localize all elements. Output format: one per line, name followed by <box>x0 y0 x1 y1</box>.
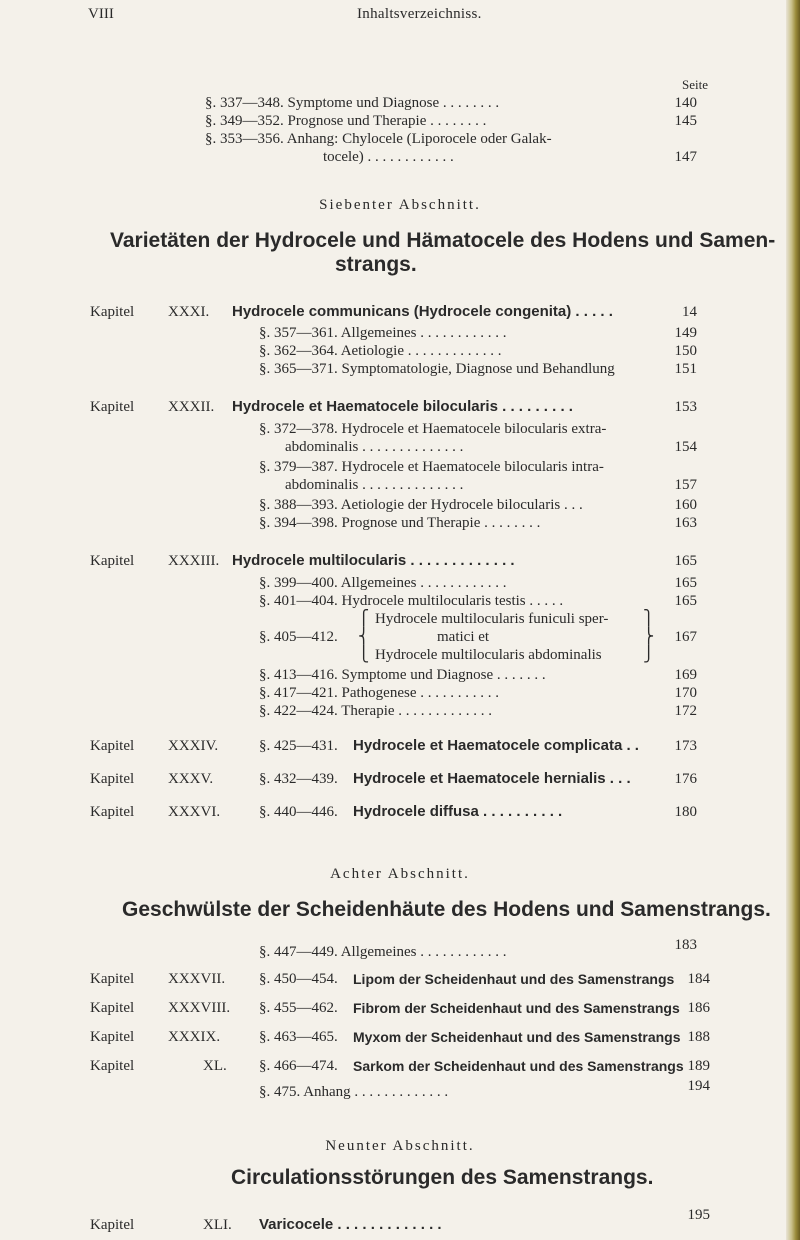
left-brace: ⎨ <box>358 629 370 645</box>
chapter-title: Fibrom der Scheidenhaut und des Samenstrangs <box>353 1000 680 1016</box>
page-ref: 153 <box>674 399 697 415</box>
toc-para: §. 455—462. <box>259 1000 338 1016</box>
toc-para: §. 425—431. <box>259 738 338 754</box>
chapter-title: Hydrocele communicans (Hydrocele congenita) . . . . . <box>232 303 613 320</box>
page-ref: 150 <box>674 343 697 359</box>
page-ref: 189 <box>687 1058 710 1074</box>
toc-entry: §. 388—393. Aetiologie der Hydrocele bilocularis . . . <box>259 497 583 513</box>
toc-entry: §. 401—404. Hydrocele multilocularis testis . . . . . <box>259 593 564 609</box>
toc-para: §. 463—465. <box>259 1029 338 1045</box>
chapter-title: Hydrocele multilocularis . . . . . . . . . . . . . <box>232 552 515 569</box>
section-label: Siebenter Abschnitt. <box>319 197 481 213</box>
chapter-title: Myxom der Scheidenhaut und des Samenstrangs <box>353 1029 681 1045</box>
toc-entry: §. 394—398. Prognose und Therapie . . . . . . . . <box>259 515 541 531</box>
toc-entry-cont: Hydrocele multilocularis funiculi sper- <box>375 611 609 627</box>
toc-entry: §. 379—387. Hydrocele et Haematocele bilocularis intra- <box>259 459 604 475</box>
page-ref: 184 <box>687 971 710 987</box>
kapitel-roman: XL. <box>203 1058 227 1074</box>
kapitel-roman: XXXVIII. <box>168 1000 231 1016</box>
page-ref: 140 <box>674 95 697 111</box>
chapter-title: Hydrocele et Haematocele hernialis . . . <box>353 770 631 787</box>
page-ref: 154 <box>674 439 697 455</box>
page-ref: 195 <box>687 1207 710 1223</box>
page-ref: 165 <box>674 593 697 609</box>
kapitel-roman: XXXIX. <box>168 1029 221 1045</box>
page-ref: 170 <box>674 685 697 701</box>
kapitel-label: Kapitel <box>90 1000 135 1016</box>
page-ref: 145 <box>674 113 697 129</box>
toc-entry-cont: matici et <box>437 629 490 645</box>
toc-entry: §. 405—412. <box>259 629 338 645</box>
kapitel-roman: XXXIV. <box>168 738 219 754</box>
section-label: Achter Abschnitt. <box>330 866 470 882</box>
kapitel-roman: XXXI. <box>168 304 210 320</box>
toc-entry: §. 357—361. Allgemeines . . . . . . . . . . . . <box>259 325 507 341</box>
chapter-title: Varicocele . . . . . . . . . . . . . <box>259 1216 442 1233</box>
chapter-title: Lipom der Scheidenhaut und des Samenstrangs <box>353 971 675 987</box>
page-ref: 188 <box>687 1029 710 1045</box>
section-title: Varietäten der Hydrocele und Hämatocele des Hodens und Samen- <box>110 229 776 252</box>
page-ref: 169 <box>674 667 697 683</box>
toc-entry: §. 447—449. Allgemeines . . . . . . . . . . . . <box>259 944 507 960</box>
page-ref: 160 <box>674 497 697 513</box>
page-ref: 183 <box>674 937 697 953</box>
chapter-title: Hydrocele et Haematocele complicata . . <box>353 737 639 754</box>
toc-para: §. 432—439. <box>259 771 338 787</box>
chapter-title: Hydrocele et Haematocele bilocularis . . . . . . . . . <box>232 398 573 415</box>
kapitel-label: Kapitel <box>90 553 135 569</box>
kapitel-roman: XXXIII. <box>168 553 220 569</box>
toc-entry-cont: abdominalis . . . . . . . . . . . . . . <box>285 439 464 455</box>
page-ref: 157 <box>674 477 697 493</box>
kapitel-roman: XXXV. <box>168 771 214 787</box>
page-ref: 163 <box>674 515 697 531</box>
chapter-title: Hydrocele diffusa . . . . . . . . . . <box>353 803 563 820</box>
page-ref: 151 <box>674 361 697 377</box>
toc-entry-cont: tocele) . . . . . . . . . . . . <box>323 149 454 165</box>
page-ref: 176 <box>674 771 697 787</box>
page-ref: 194 <box>687 1078 710 1094</box>
kapitel-label: Kapitel <box>90 738 135 754</box>
kapitel-label: Kapitel <box>90 771 135 787</box>
section-title: Circulationsstörungen des Samenstrangs. <box>231 1166 654 1189</box>
page-ref: 186 <box>687 1000 710 1016</box>
toc-para: §. 440—446. <box>259 804 338 820</box>
toc-entry: §. 399—400. Allgemeines . . . . . . . . . . . . <box>259 575 507 591</box>
chapter-title: Sarkom der Scheidenhaut und des Samenstrangs <box>353 1058 684 1074</box>
page-edge <box>786 0 800 1240</box>
section-title: Geschwülste der Scheidenhäute des Hodens und Samenstrangs. <box>122 898 771 921</box>
page-ref: 165 <box>674 575 697 591</box>
toc-entry: §. 349—352. Prognose und Therapie . . . . . . . . <box>205 113 487 129</box>
page-ref: 14 <box>682 304 697 320</box>
right-brace: ⎬ <box>643 629 655 645</box>
page-ref: 167 <box>674 629 697 645</box>
kapitel-label: Kapitel <box>90 1058 135 1074</box>
page-ref: 180 <box>674 804 697 820</box>
toc-entry: §. 353—356. Anhang: Chylocele (Liporocele oder Galak- <box>205 131 552 147</box>
toc-para: §. 450—454. <box>259 971 338 987</box>
toc-para: §. 466—474. <box>259 1058 338 1074</box>
toc-entry: §. 413—416. Symptome und Diagnose . . . . . . . <box>259 667 546 683</box>
page-ref: 147 <box>674 149 697 165</box>
kapitel-roman: XXXII. <box>168 399 215 415</box>
toc-entry: §. 365—371. Symptomatologie, Diagnose und Behandlung <box>259 361 615 377</box>
section-title: strangs. <box>335 253 417 276</box>
page-ref: 149 <box>674 325 697 341</box>
left-brace: ⎩ <box>358 647 370 663</box>
left-brace: ⎧ <box>358 611 370 627</box>
toc-entry: §. 417—421. Pathogenese . . . . . . . . . . . <box>259 685 499 701</box>
kapitel-roman: XLI. <box>203 1217 232 1233</box>
toc-entry: §. 362—364. Aetiologie . . . . . . . . . . . . . <box>259 343 502 359</box>
toc-entry: §. 372—378. Hydrocele et Haematocele bilocularis extra- <box>259 421 607 437</box>
running-title: Inhaltsverzeichniss. <box>357 6 482 22</box>
right-brace: ⎫ <box>643 611 655 627</box>
toc-entry-cont: abdominalis . . . . . . . . . . . . . . <box>285 477 464 493</box>
page-number: VIII <box>88 6 114 22</box>
page-ref: 172 <box>674 703 697 719</box>
section-label: Neunter Abschnitt. <box>325 1138 475 1154</box>
kapitel-roman: XXXVI. <box>168 804 221 820</box>
page-ref: 173 <box>674 738 697 754</box>
toc-entry-cont: Hydrocele multilocularis abdominalis <box>375 647 602 663</box>
kapitel-label: Kapitel <box>90 399 135 415</box>
kapitel-roman: XXXVII. <box>168 971 226 987</box>
toc-entry: §. 337—348. Symptome und Diagnose . . . . . . . . <box>205 95 500 111</box>
seite-label: Seite <box>682 77 708 92</box>
page-ref: 165 <box>674 553 697 569</box>
right-brace: ⎭ <box>643 647 655 663</box>
kapitel-label: Kapitel <box>90 804 135 820</box>
kapitel-label: Kapitel <box>90 1217 135 1233</box>
toc-entry: §. 422—424. Therapie . . . . . . . . . . . . . <box>259 703 493 719</box>
kapitel-label: Kapitel <box>90 304 135 320</box>
kapitel-label: Kapitel <box>90 1029 135 1045</box>
toc-entry: §. 475. Anhang . . . . . . . . . . . . . <box>259 1084 449 1100</box>
kapitel-label: Kapitel <box>90 971 135 987</box>
